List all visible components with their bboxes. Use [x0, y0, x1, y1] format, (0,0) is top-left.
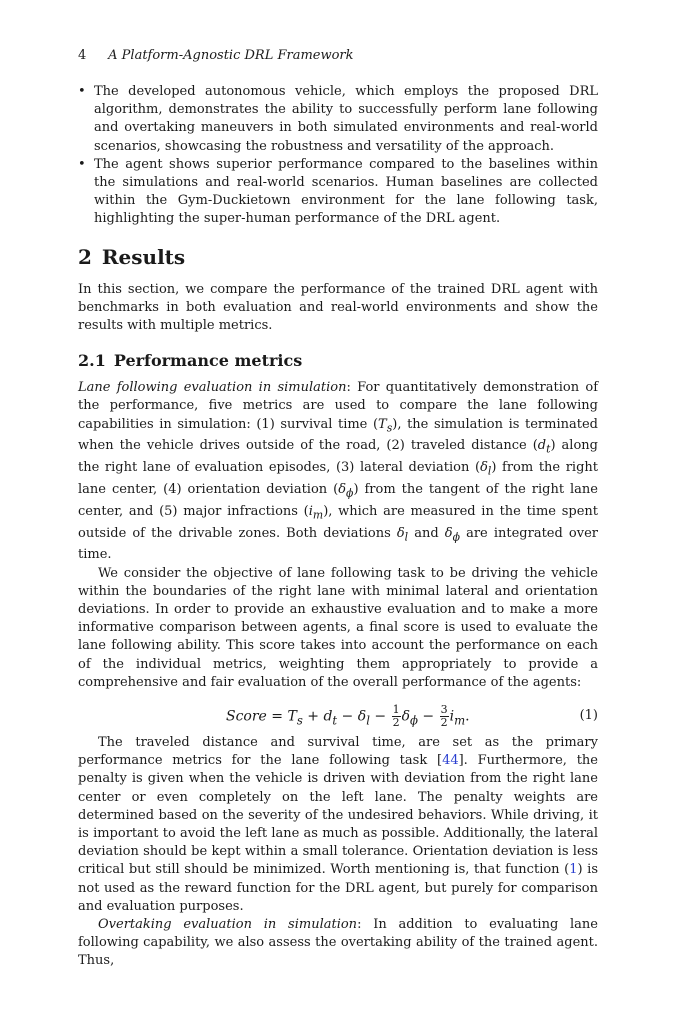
contribution-list — [78, 83, 598, 229]
section-heading: 2 Results — [78, 244, 186, 269]
page-number: 4 — [78, 48, 87, 63]
citation-link[interactable]: 44 — [442, 753, 459, 769]
paper-page — [78, 47, 598, 971]
list-item: • The developed autonomous vehicle, which employs the proposed DRL algorithm, demonstrates the ability to successfully perform lane following and overtaking maneuvers in both simulated environments and real-world scenarios, showcasing the robustness and versatility of the approach. — [78, 84, 598, 154]
score-equation — [78, 700, 598, 732]
paragraph-penalty: The traveled distance and survival time, are set as the primary performance metrics for the lane following task [44]. Furthermore, the penalty is given when the vehicle is driven with deviation from the right lane center or even completely on the left lane. The penalty weights are determined based on the severity of the undesired behaviors. While driving, it is important to avoid the left lane as much as possible. Additionally, the lateral deviation should be kept within a small tolerance. Orientation deviation is less critical but still should be minimized. Worth mentioning is, that function (1) is not used as the reward function for the DRL agent, but purely for comparison and evaluation purposes. — [78, 735, 598, 914]
equation-number: (1) — [579, 708, 598, 724]
running-head — [78, 47, 598, 65]
fraction-one-half: $\frac{1}{2}$ — [392, 703, 400, 730]
paragraph-overtaking: Overtaking evaluation in simulation: In addition to evaluating lane following capability, we also assess the overtaking ability of the trained agent. Thus, — [78, 917, 598, 969]
section-intro: In this section, we compare the performance of the trained DRL agent with benchmarks in both evaluation and real-world environments and show the results with multiple metrics. — [78, 281, 598, 334]
list-item: • The agent shows superior performance compared to the baselines within the simulations and real-world scenarios. Human baselines are collected within the Gym-Duckietown environment for the lane following task, highlighting the super-human performance of the DRL agent. — [78, 156, 598, 227]
running-title: A Platform-Agnostic DRL Framework — [108, 48, 354, 63]
bullet-icon: • — [78, 84, 86, 99]
paragraph-metrics: Lane following evaluation in simulation: For quantitatively demonstration of the performance, five metrics are used to compare the lane following capabilities in simulation: (1) survival time $(T_s)$, the simulation is terminated when the vehicle drives outside of the road, (2) traveled distance $(d_t)$ along the right lane of evaluation episodes, (3) lateral deviation $(\delta_l)$ from the right lane center, (4) orientation deviation $(\delta_\phi)$ from the tangent of the right lane center, and (5) major infractions $(i_m)$, which are measured in the time spent outside of the drivable zones. Both deviations $\delta_l$ and $\delta_\phi$ are integrated over time. — [78, 380, 599, 563]
equation-body: Score = $T_s + d_t - \delta_l$ − $\frac{1}{2}$ $\delta_\phi$ − $\frac{3}{2}$ $i_m$. — [226, 703, 470, 730]
subsection-heading: 2.1 Performance metrics — [78, 351, 303, 371]
fraction-three-halves: $\frac{3}{2}$ — [440, 703, 448, 730]
bullet-icon: • — [78, 156, 86, 172]
equation-ref-link[interactable]: 1 — [569, 862, 578, 878]
paragraph-objective: We consider the objective of lane following task to be driving the vehicle within the boundaries of the right lane with minimal lateral and orientation deviations. In order to provide an exhaustive evaluation and to make a more informative comparison between agents, a final score is used to evaluate the lane following ability. This score takes into account the performance on each of the individual metrics, weighting them appropriately to provide a comprehensive and fair evaluation of the overall performance of the agents: — [78, 565, 598, 690]
